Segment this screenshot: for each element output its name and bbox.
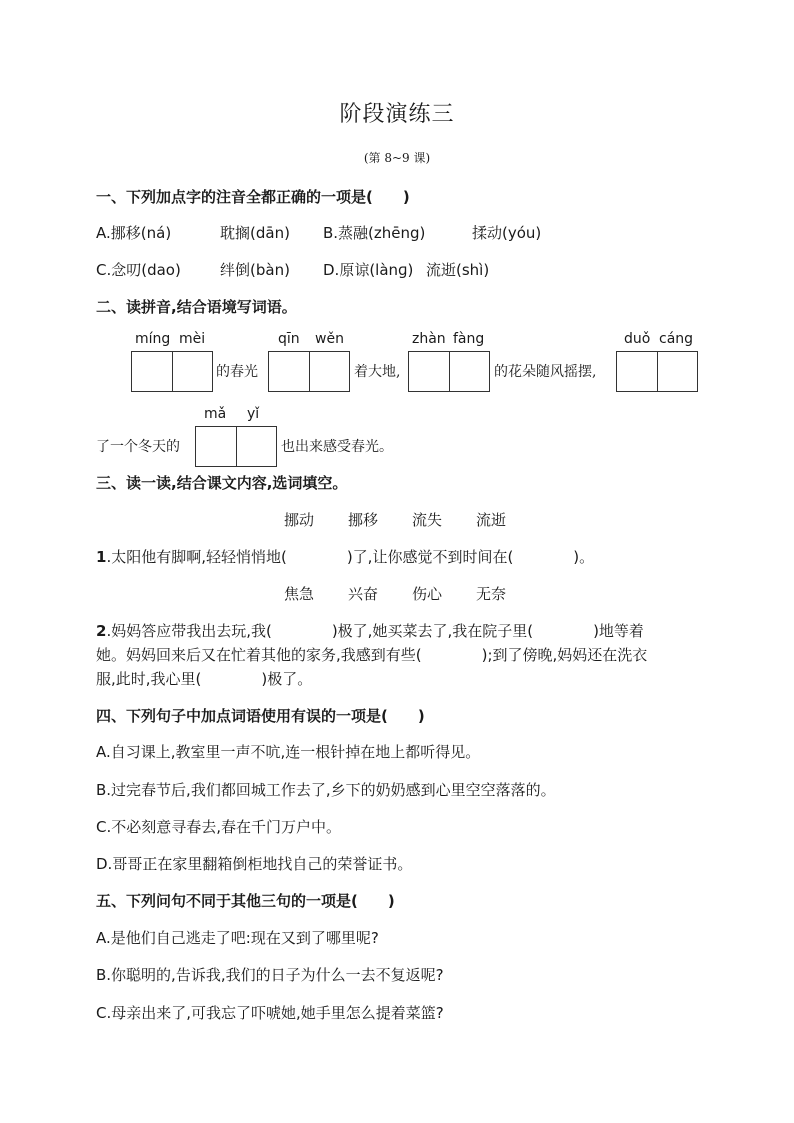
q5-stem: 五、下列问句不同于其他三句的一项是( ) — [96, 892, 395, 910]
word-choice: 焦急 — [284, 585, 315, 603]
q3-item-2 — [96, 620, 644, 641]
lesson-range: (第 8~9 课) — [363, 151, 431, 165]
q2-text: 的春光 — [216, 364, 258, 380]
pinyin: fàng — [453, 331, 485, 347]
answer-box[interactable] — [408, 351, 490, 392]
word-choice: 挪移 — [348, 511, 379, 529]
q2-text: 的花朵随风摇摆, — [494, 364, 597, 380]
q3-item-1 — [96, 546, 594, 567]
q1-stem: 一、下列加点字的注音全都正确的一项是( ) — [96, 188, 410, 206]
word-choice: 挪动 — [284, 511, 315, 529]
answer-box[interactable] — [268, 351, 350, 392]
word-choice: 流失 — [412, 511, 443, 529]
q1-option-b2: 揉动(yóu) — [472, 224, 542, 242]
q4-option-a: A.自习课上,教室里一声不吭,连一根针掉在地上都听得见。 — [96, 743, 481, 761]
q3-item-2-line2: 她。妈妈回来后又在忙着其他的家务,我感到有些( );到了傍晚,妈妈还在洗衣 — [96, 646, 648, 664]
pinyin: míng — [135, 331, 171, 347]
q1-option-d2: 流逝(shì) — [426, 261, 490, 279]
q4-stem: 四、下列句子中加点词语使用有误的一项是( ) — [96, 707, 425, 725]
item-number: 1 — [96, 548, 107, 566]
q1-option-a2: 耽搁(dān) — [220, 224, 290, 242]
q1-option-c: C.念叨(dao) — [96, 261, 181, 279]
q2-stem: 二、读拼音,结合语境写词语。 — [96, 298, 297, 316]
pinyin: mèi — [179, 331, 206, 347]
word-choice: 伤心 — [412, 585, 443, 603]
pinyin: yǐ — [247, 406, 260, 422]
page-title: 阶段演练三 — [339, 102, 455, 127]
q1-option-d: D.原谅(lànɡ) — [323, 261, 414, 279]
pinyin: wěn — [315, 331, 344, 347]
q2-text: 也出来感受春光。 — [281, 439, 393, 455]
q3-stem: 三、读一读,结合课文内容,选词填空。 — [96, 474, 348, 492]
pinyin: qīn — [278, 331, 300, 347]
q1-option-a: A.挪移(ná) — [96, 224, 172, 242]
answer-box[interactable] — [131, 351, 213, 392]
q5-option-b: B.你聪明的,告诉我,我们的日子为什么一去不复返呢? — [96, 966, 444, 984]
answer-box[interactable] — [195, 426, 277, 467]
pinyin: zhàn — [412, 331, 446, 347]
word-choice: 无奈 — [476, 585, 507, 603]
word-choice: 兴奋 — [348, 585, 379, 603]
answer-box[interactable] — [616, 351, 698, 392]
q4-option-d: D.哥哥正在家里翻箱倒柜地找自己的荣誉证书。 — [96, 855, 413, 873]
q3-item-2-line3: 服,此时,我心里( )极了。 — [96, 670, 313, 688]
q5-option-c: C.母亲出来了,可我忘了吓唬她,她手里怎么提着菜篮? — [96, 1004, 444, 1022]
q5-option-a: A.是他们自己逃走了吧:现在又到了哪里呢? — [96, 929, 379, 947]
pinyin: cáng — [659, 331, 694, 347]
word-choice: 流逝 — [476, 511, 507, 529]
pinyin: mǎ — [204, 406, 227, 422]
q4-option-b: B.过完春节后,我们都回城工作去了,乡下的奶奶感到心里空空落落的。 — [96, 781, 556, 799]
q1-option-c2: 绊倒(bàn) — [220, 261, 290, 279]
item-text: .太阳他有脚啊,轻轻悄悄地( )了,让你感觉不到时间在( )。 — [106, 548, 595, 566]
item-number: 2 — [96, 622, 107, 640]
q1-option-b: B.蒸融(zhēng) — [323, 224, 426, 242]
item-text: .妈妈答应带我出去玩,我( )极了,她买菜去了,我在院子里( )地等着 — [106, 622, 644, 640]
pinyin: duǒ — [624, 331, 651, 347]
q4-option-c: C.不必刻意寻春去,春在千门万户中。 — [96, 818, 342, 836]
q2-text: 着大地, — [354, 364, 401, 380]
q2-text: 了一个冬天的 — [96, 439, 180, 455]
